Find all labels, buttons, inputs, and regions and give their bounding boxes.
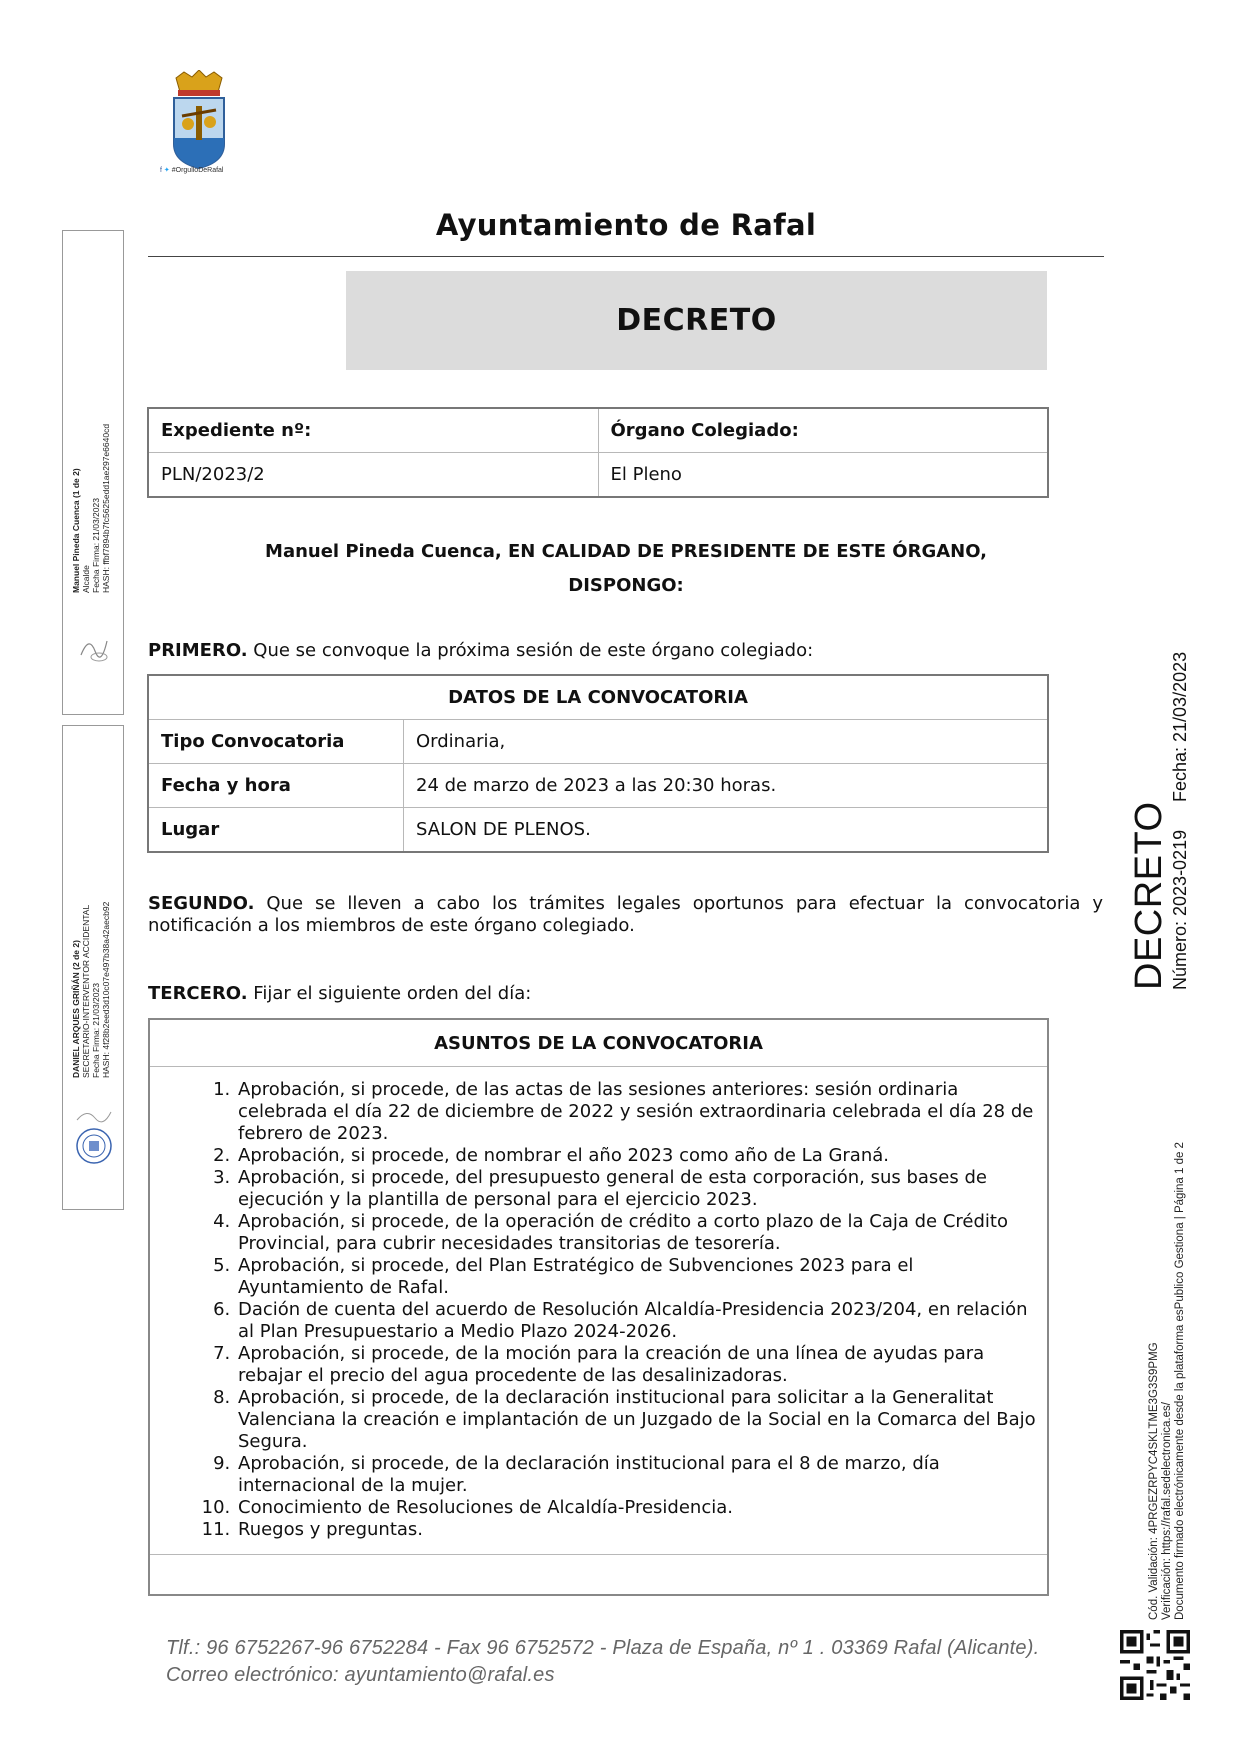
crest-hashtag: f ✦ #OrgulloDeRafal: [160, 167, 224, 174]
organo-value: El Pleno: [598, 453, 1048, 497]
list-item: 3. Aprobación, si procede, del presupuesto general de esta corporación, sus bases de ejecución y la plantilla de personal para el ejercicio 2023.: [236, 1167, 1037, 1211]
list-item: 8. Aprobación, si procede, de la declaración institucional para solicitar a la Generalitat Valenciana la creación e implantación de un Juzgado de la Social en la Comarca del Bajo Segura.: [236, 1387, 1037, 1453]
organo-label: Órgano Colegiado:: [598, 409, 1048, 453]
list-item: 6. Dación de cuenta del acuerdo de Resolución Alcaldía-Presidencia 2023/204, en relación al Plan Presupuestario a Medio Plazo 2024-2026.: [236, 1299, 1037, 1343]
side-verification-text: Cód. Validación: 4PRGEZRPYC4SKLTME3G3S9PMG Verificación: https://rafal.sedelectronica.es/ Documento firmado electrónicamente desde la plataforma esPublico Gestiona | Página 1 de 2: [1148, 1142, 1186, 1620]
organization-title: Ayuntamiento de Rafal: [435, 208, 817, 242]
signature-2-text: DANIEL ARQUES GRIÑÁN (2 de 2) SECRETARIO-INTERVENTOR ACCIDENTAL Fecha Firma: 21/03/2023 HASH: 4f28b2eed3d10c07e497b38a42aecb92: [71, 901, 111, 1078]
list-item: 5. Aprobación, si procede, del Plan Estratégico de Subvenciones 2023 para el Ayuntamiento de Rafal.: [236, 1255, 1037, 1299]
asuntos-title: ASUNTOS DE LA CONVOCATORIA: [150, 1020, 1047, 1067]
tercero-paragraph: TERCERO. Fijar el siguiente orden del día:: [148, 983, 532, 1004]
side-decree-number: Número: 2023-0219: [1170, 829, 1190, 990]
agenda-list: [150, 1067, 1047, 1541]
convocatoria-title: DATOS DE LA CONVOCATORIA: [149, 676, 1048, 720]
signature-1-text: Manuel Pineda Cuenca (1 de 2) Alcalde Fecha Firma: 21/03/2023 HASH: ffbf7894b7fc5625edd1ae297e6640cd: [71, 423, 111, 593]
municipal-crest-logo: [158, 70, 240, 180]
footer-contact: Tlf.: 96 6752267-96 6752284 - Fax 96 6752572 - Plaza de España, nº 1 . 03369 Rafal (Alicante).: [166, 1637, 1040, 1659]
side-document-type: DECRETO: [1128, 801, 1170, 990]
list-item: 9. Aprobación, si procede, de la declaración institucional para el 8 de marzo, día internacional de la mujer.: [236, 1453, 1037, 1497]
twitter-icon: ✦: [163, 167, 170, 174]
list-item: 7. Aprobación, si procede, de la moción para la creación de una línea de ayudas para rebajar el precio del agua procedente de las desalinizadoras.: [236, 1343, 1037, 1387]
table-row: Tipo Convocatoria Ordinaria,: [149, 720, 1048, 764]
list-item: 1. Aprobación, si procede, de las actas de las sesiones anteriores: sesión ordinaria celebrada el día 22 de diciembre de 2022 y sesión extraordinaria celebrada el día 28 de febrero de 2023.: [236, 1079, 1037, 1145]
facebook-icon: f: [160, 167, 162, 174]
expediente-label: Expediente nº:: [149, 409, 599, 453]
qr-code-icon: [1120, 1630, 1190, 1700]
list-item: 10. Conocimiento de Resoluciones de Alcaldía-Presidencia.: [236, 1497, 1037, 1519]
president-statement: Manuel Pineda Cuenca, EN CALIDAD DE PRESIDENTE DE ESTE ÓRGANO, DISPONGO:: [265, 541, 987, 596]
footer-email: Correo electrónico: ayuntamiento@rafal.es: [166, 1664, 555, 1686]
convocatoria-table: [148, 675, 1048, 852]
segundo-paragraph: SEGUNDO. Que se lleven a cabo los trámites legales oportunos para efectuar la convocatoria y notificación a los miembros de este órgano colegiado.: [148, 893, 1103, 936]
signature-panel-1: [62, 230, 124, 715]
document-type-banner: DECRETO: [346, 271, 1047, 370]
official-seal-icon: [73, 1106, 115, 1166]
signature-panel-2: [62, 725, 124, 1210]
title-divider: [148, 256, 1104, 257]
expediente-table: [148, 408, 1048, 497]
side-decree-date: Fecha: 21/03/2023: [1170, 651, 1190, 802]
table-row: Fecha y hora 24 de marzo de 2023 a las 20:30 horas.: [149, 764, 1048, 808]
asuntos-table: [148, 1018, 1049, 1596]
list-item: 11. Ruegos y preguntas.: [236, 1519, 1037, 1541]
signature-scribble-icon: [77, 631, 111, 665]
list-item: 2. Aprobación, si procede, de nombrar el año 2023 como año de La Graná.: [236, 1145, 1037, 1167]
table-divider: [150, 1554, 1047, 1555]
primero-paragraph: PRIMERO. Que se convoque la próxima sesión de este órgano colegiado:: [148, 640, 814, 661]
table-row: Lugar SALON DE PLENOS.: [149, 808, 1048, 852]
list-item: 4. Aprobación, si procede, de la operación de crédito a corto plazo de la Caja de Crédito Provincial, para cubrir necesidades transitorias de tesorería.: [236, 1211, 1037, 1255]
expediente-value: PLN/2023/2: [149, 453, 599, 497]
